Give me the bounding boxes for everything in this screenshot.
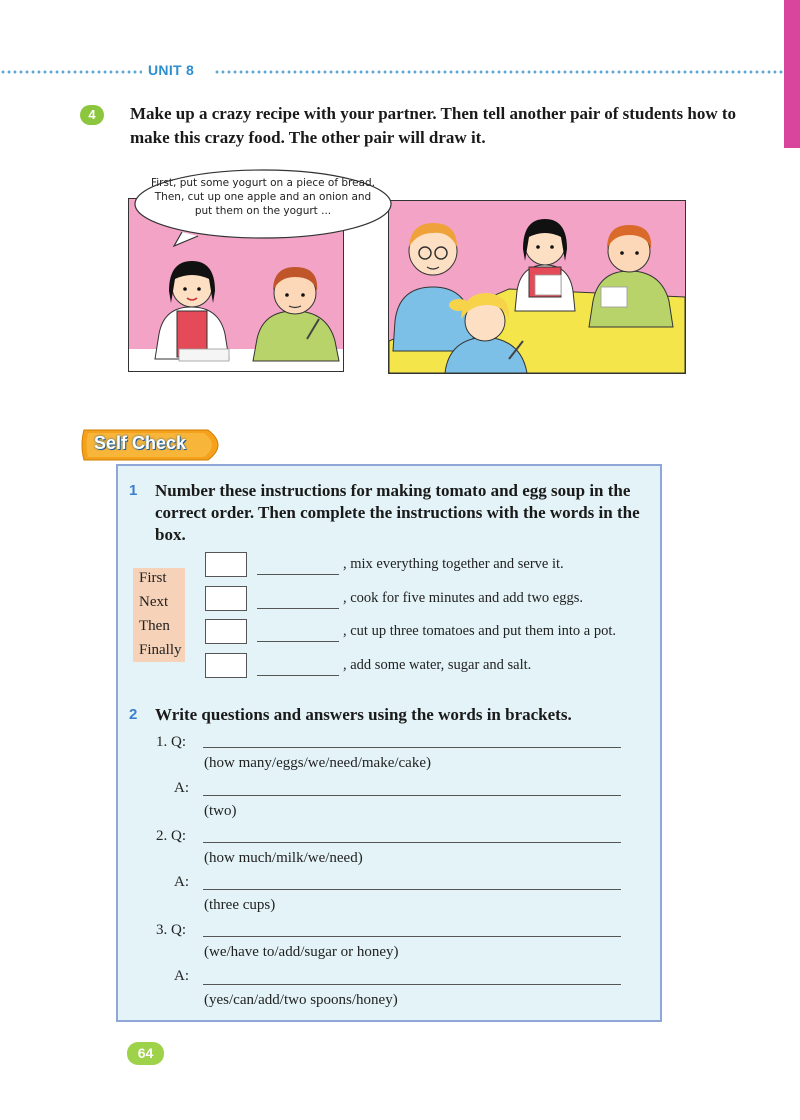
word-box-item: Next [139, 594, 169, 610]
self-check-panel [116, 464, 662, 1022]
answer-line[interactable] [203, 936, 621, 937]
a-label: A: [174, 874, 189, 890]
unit-label: UNIT 8 [148, 62, 195, 78]
question-1-instruction: Number these instructions for making tomato and egg soup in the correct order. Then complete the instructions with the words in the box. [155, 481, 640, 544]
answer-line[interactable] [203, 984, 621, 985]
answer-line[interactable] [203, 795, 621, 796]
word-blank-line[interactable] [257, 574, 339, 575]
word-blank-line[interactable] [257, 675, 339, 676]
bracket-hint: (two) [204, 803, 237, 819]
answer-line[interactable] [203, 747, 621, 748]
order-number-box[interactable] [205, 619, 247, 644]
q-label: 2. Q: [156, 828, 186, 844]
self-check-title: Self Check [94, 433, 187, 453]
instruction-text: , cook for five minutes and add two eggs. [343, 590, 584, 606]
header-dotted-rule [0, 70, 142, 74]
q-label: 1. Q: [156, 734, 186, 750]
word-box-item: Finally [139, 642, 182, 658]
header-dotted-rule [214, 70, 784, 74]
word-blank-line[interactable] [257, 641, 339, 642]
answer-line[interactable] [203, 889, 621, 890]
question-2-number: 2 [129, 706, 138, 723]
bracket-hint: (we/have to/add/sugar or honey) [204, 944, 399, 960]
speech-bubble-text: First, put some yogurt on a piece of bread. Then, cut up one apple and an onion and put them on the yogurt ... [150, 177, 376, 217]
bracket-hint: (how much/milk/we/need) [204, 850, 363, 866]
bracket-hint: (how many/eggs/we/need/make/cake) [204, 755, 431, 771]
order-number-box[interactable] [205, 653, 247, 678]
bracket-hint: (yes/can/add/two spoons/honey) [204, 992, 398, 1008]
answer-line[interactable] [203, 842, 621, 843]
a-label: A: [174, 968, 189, 984]
activity-instruction: Make up a crazy recipe with your partner. Then tell another pair of students how to make this crazy food. The other pair will draw it. [130, 104, 737, 147]
comic-illustration-right [389, 201, 685, 373]
side-tab [784, 0, 800, 148]
instruction-text: , add some water, sugar and salt. [343, 657, 532, 673]
question-2-instruction: Write questions and answers using the words in brackets. [155, 705, 572, 724]
a-label: A: [174, 780, 189, 796]
word-box-item: Then [139, 618, 170, 634]
order-number-box[interactable] [205, 552, 247, 577]
q-label: 3. Q: [156, 922, 186, 938]
question-1-number: 1 [129, 482, 138, 499]
instruction-text: , cut up three tomatoes and put them into a pot. [343, 623, 617, 639]
comic-panel-2 [388, 200, 686, 374]
word-box-item: First [139, 570, 167, 586]
page-number-badge: 64 [127, 1042, 164, 1065]
instruction-text: , mix everything together and serve it. [343, 556, 564, 572]
bracket-hint: (three cups) [204, 897, 276, 913]
word-blank-line[interactable] [257, 608, 339, 609]
activity-number-badge: 4 [80, 105, 104, 125]
order-number-box[interactable] [205, 586, 247, 611]
